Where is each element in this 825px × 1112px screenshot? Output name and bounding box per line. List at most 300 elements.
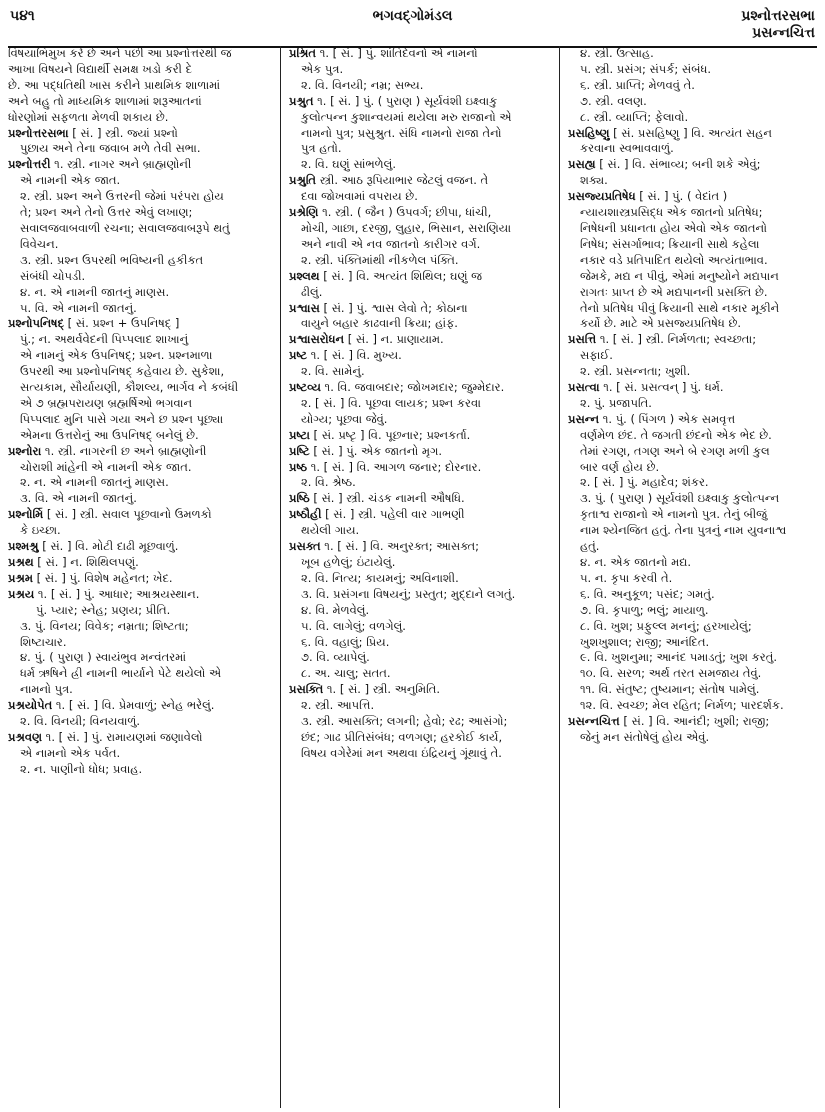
entry-text-line <box>568 316 825 332</box>
entry-text-line <box>289 110 557 126</box>
entry-text-line <box>568 539 825 555</box>
definition-text: ૯. વિ. ખુશનુમા; આનંદ પમાડતું; ખુશ કરતું. <box>580 650 778 665</box>
definition-text: ૮. અ. ચાલુ; સતત. <box>301 666 391 681</box>
entry-text-line <box>8 237 270 253</box>
headword: પ્રસહ્ય <box>568 157 596 172</box>
definition-text: ૧૧. વિ. સંતુષ્ટ; તુષ્યમાન; સંતોષ પામેલું. <box>580 682 760 697</box>
definition-text: ૧. [ સં. ] વિ. અનુરક્ત; આસક્ત; <box>320 539 479 554</box>
definition-text: ૧. [ સં. ] પું. ( પુરાણ ) સૂર્યવંશી ઇક્ષ્વાકુ <box>313 93 498 108</box>
headword: પ્રસન્નચિત્ત <box>568 714 620 729</box>
entry-text-line <box>289 253 557 269</box>
entry-text-line <box>568 301 825 317</box>
entry-headword-line <box>289 539 557 555</box>
definition-text: [ સં. ] પું. ( વેદાંત ) <box>635 189 728 204</box>
entry-text-line <box>568 460 825 476</box>
definition-text: બાર વર્ણ હોય છે. <box>580 459 660 474</box>
definition-text: [ સં. ] સ્ત્રી. સવાલ પૂછવાનો ઉમળકો <box>43 507 212 522</box>
entry-text-line <box>289 157 557 173</box>
definition-text: ૧. [ સં. ] સ્ત્રી. અનુમિતિ. <box>323 682 440 697</box>
definition-text: [ સં. ] સ્ત્રી. પહેલી વાર ગાભણી <box>321 507 465 522</box>
entry-text-line <box>8 221 270 237</box>
headword: પ્રશ્નોપનિષદ્ <box>8 316 64 331</box>
entry-headword-line <box>289 205 557 221</box>
definition-text: ૫. વિ. એ નામની જાતનું. <box>20 300 137 315</box>
definition-text: ૨. ન. એ નામની જાતનું માણસ. <box>20 475 169 490</box>
definition-text: એમના ઉત્તરોનું આ ઉપનિષદ્ બનેલું છે. <box>20 427 199 442</box>
definition-text: [ સં. ] વિ. મોટી દાઢી મૂછવાળું. <box>38 539 179 554</box>
definition-text: ન્યાયશાસ્ત્રપ્રસિદ્ધ એક જાતનો પ્રતિષેધ; <box>580 205 763 220</box>
definition-text: સંબંધી ચોપડી. <box>20 268 86 283</box>
definition-text: ૮. વિ. ખુશ; પ્રફુલ્લ મનનું; હરખાયેલું; <box>580 618 752 633</box>
entry-text-line <box>8 173 270 189</box>
entry-text-line <box>289 78 557 94</box>
entry-text-line <box>568 555 825 571</box>
definition-text: ૧. [ સં. ] પું. શાંતિદેવનો એ નામનો <box>316 46 478 60</box>
headword: પ્રશ્વાસ <box>289 300 320 315</box>
definition-text: ખુશખુશાલ; રાજી; આનંદિત. <box>580 634 710 649</box>
entry-text-line <box>568 682 825 698</box>
entry-text-line <box>568 650 825 666</box>
entry-headword-line <box>8 507 270 523</box>
definition-text: ૬. વિ. અનુકૂળ; પસંદ; ગમતું. <box>580 586 715 601</box>
entry-text-line <box>289 237 557 253</box>
definition-text: ૧. સ્ત્રી. નાગરની છ અને બ્રાહ્મણોની <box>41 443 207 458</box>
entry-text-line <box>289 364 557 380</box>
entry-headword-line <box>8 571 270 587</box>
entry-text-line <box>289 62 557 78</box>
entry-text-line <box>568 491 825 507</box>
entry-headword-line <box>8 539 270 555</box>
entry-headword-line <box>289 380 557 396</box>
definition-text: એ ૭ બ્રહ્મપરાયણ બ્રહ્મર્ષિઓ ભગવાન <box>20 395 193 410</box>
definition-text: નકાર વડે પ્રતિપાદિત થયેલો અત્યંતાભાવ. <box>580 252 768 267</box>
definition-text: ૧. સ્ત્રી. નાગર અને બ્રાહ્મણોની <box>50 157 192 172</box>
headword: પ્રષ્ઠિ <box>289 491 310 506</box>
headword: પ્રસત્વા <box>568 380 600 395</box>
entry-text-line <box>568 396 825 412</box>
entry-headword-line <box>289 94 557 110</box>
entry-text-line <box>8 205 270 221</box>
entry-text-line <box>289 285 557 301</box>
headword: પ્રષ્ટા <box>289 427 310 442</box>
entry-text-line <box>8 364 270 380</box>
definition-text: પુત્ર હતો. <box>301 141 342 156</box>
entry-text-line <box>8 189 270 205</box>
entry-headword-line <box>289 46 557 62</box>
definition-text: ૧. [ સં. ] પું. રામાયણમાં જણાવેલો <box>42 729 203 744</box>
definition-text: છે. આ પદ્ધતિથી ખાસ કરીને પ્રાથમિક શાળામાં <box>8 77 221 92</box>
entry-text-line <box>8 460 270 476</box>
entry-text-line <box>568 444 825 460</box>
entry-text-line <box>289 126 557 142</box>
definition-text: ૩. પું. ( પુરાણ ) સૂર્યવંશી ઇક્ષ્વાકુ કુલોત્પન્ન <box>580 491 780 506</box>
headword: પ્રસજ્યપ્રતિષેધ <box>568 189 636 204</box>
definition-text: ૧. [ સં. ] પું. આધાર; આશ્રયસ્થાન. <box>34 586 200 601</box>
page-number: ૫૪૧ <box>10 8 35 24</box>
entry-text-line <box>568 110 825 126</box>
entry-headword-line <box>8 157 270 173</box>
column-2 <box>280 46 557 1108</box>
entry-headword-line <box>289 173 557 189</box>
entry-headword-line <box>8 444 270 460</box>
definition-text: ખૂબ હળેલું; ઇંટાયેલું. <box>301 555 396 569</box>
entry-text-line <box>8 619 270 635</box>
entry-text-line <box>289 587 557 603</box>
headword: પ્રશ્રેણિ <box>289 205 319 220</box>
definition-text: [ સં. ] સ્ત્રી. ચંડક નામની ઔષધિ. <box>309 491 465 506</box>
entry-text-line <box>289 730 557 746</box>
definition-text: આખા વિષયને વિદ્યાર્થી સમક્ષ ખડો કરી દે <box>8 61 193 76</box>
entry-text-line <box>289 221 557 237</box>
entry-headword-line <box>289 348 557 364</box>
guide-words <box>741 8 815 42</box>
entry-headword-line <box>568 332 825 348</box>
entry-headword-line <box>289 507 557 523</box>
entry-text-line <box>8 746 270 762</box>
entry-text-line <box>568 253 825 269</box>
entry-text-line <box>568 173 825 189</box>
entry-text-line <box>568 269 825 285</box>
book-title: ભગવદ્ગોમંડલ <box>372 8 453 24</box>
definition-text: નામ શ્યેનજિત હતું. તેના પુત્રનું નામ યુવનાશ્વ <box>580 523 787 538</box>
definition-text: પું.; ન. અથર્વવેદની પિપ્પલાદ શાખાનું <box>20 332 189 347</box>
definition-text: ૧. [ સં. ] વિ. આગળ જનાર; દોરનાર. <box>307 459 482 474</box>
entry-text-line <box>289 650 557 666</box>
definition-text: એ નામનું એક ઉપનિષદ્; પ્રશ્ન. પ્રશ્નમાળા <box>20 348 213 363</box>
headword: પ્રશ્રય <box>8 586 35 601</box>
entry-text-line <box>289 746 557 762</box>
headword: પ્રશ્લથ <box>289 268 320 283</box>
entry-text-line <box>8 253 270 269</box>
entry-headword-line <box>8 587 270 603</box>
definition-text: [ સં. ] સ્ત્રી. જ્યાં પ્રશ્નો <box>68 125 178 140</box>
headword: પ્રશ્મશ્રુ <box>8 539 39 554</box>
entry-text-line <box>568 475 825 491</box>
definition-text: તે; પ્રશ્ન અને તેનો ઉત્તર એવું લખાણ; <box>20 205 193 220</box>
headword: પ્રશ્રુતિ <box>289 173 317 188</box>
headword: પ્રષ્ટવ્ય <box>289 380 321 395</box>
entry-headword-line <box>289 269 557 285</box>
definition-text: કર્યો છે. માટે એ પ્રસજ્યપ્રતિષેધ છે. <box>580 316 742 331</box>
definition-text: ૫. સ્ત્રી. પ્રસંગ; સંપર્ક; સંબંધ. <box>580 61 712 76</box>
entry-text-line <box>568 635 825 651</box>
entry-text-line <box>8 348 270 364</box>
definition-text: કરવાના સ્વભાવવાળું. <box>580 141 674 156</box>
entry-text-line <box>8 332 270 348</box>
definition-text: ૨. સ્ત્રી. પ્રશ્ન અને ઉત્તરની જેમાં પરંપરા હોય <box>20 189 224 204</box>
definition-text: ૩. વિ. પ્રસંગના વિષયનું; પ્રસ્તુત; મુદ્દાને લગતું. <box>301 586 516 601</box>
definition-text: ૧. [ સં. ] સ્ત્રી. નિર્મળતા; સ્વચ્છતા; <box>596 332 757 347</box>
definition-text: ૧. વિ. જવાબદાર; જોખમદાર; જુમ્મેદાર. <box>320 380 505 395</box>
entry-text-line <box>8 523 270 539</box>
definition-text: વિષયાભિમુખ કરે છે અને પછી આ પ્રશ્નોત્તરથી જ <box>8 46 232 60</box>
entry-headword-line <box>289 491 557 507</box>
entry-text-line <box>289 666 557 682</box>
definition-text: નામનો પુત્ર; પ્રસુશ્રુત. સંધિ નામનો રાજા તેનો <box>301 125 502 140</box>
definition-text: શક્ય. <box>580 173 608 188</box>
definition-text: ધર્મ ઋષિને હ્રી નામની ભાર્યાને પેટે થયેલો એ <box>20 666 222 681</box>
definition-text: યોગ્ય; પૂછવા જેવું. <box>301 411 388 426</box>
definition-text: પિપ્પલાદ મુનિ પાસે ગયા અને છ પ્રશ્ન પૂછ્યા <box>20 411 224 426</box>
definition-text: ૨. સ્ત્રી. આપત્તિ. <box>301 698 375 713</box>
definition-text: છંદ; ગાઢ પ્રીતિસંબંધ; વળગણ; હરકોઈ કાર્ય, <box>301 729 503 744</box>
entry-headword-line <box>568 157 825 173</box>
headword: પ્રશ્રમ <box>8 570 33 585</box>
entry-text-line <box>568 523 825 539</box>
entry-text-line <box>289 698 557 714</box>
definition-text: વિષય વગેરેમાં મન અથવા ઇંદ્રિયનું ગૂંથાવું તે. <box>301 745 502 760</box>
entry-text-line <box>289 189 557 205</box>
entry-headword-line <box>8 698 270 714</box>
definition-text: ૨. પું. પ્રજાપતિ. <box>580 395 652 410</box>
definition-text: સત્યકામ, સૌર્યાયણી, કૌશલ્ય, ભાર્ગવ ને કબંધી <box>20 380 239 395</box>
column-1 <box>8 46 270 1108</box>
entry-text-line <box>289 619 557 635</box>
definition-text: ૨. વિ. વિનયી; વિનયવાળું. <box>20 714 141 729</box>
entry-headword-line <box>289 460 557 476</box>
definition-text: ૪. ન. એ નામની જાતનું માણસ. <box>20 284 170 299</box>
entry-headword-line <box>289 682 557 698</box>
definition-text: નિષેધની પ્રધાનતા હોય એવો એક જાતનો <box>580 220 767 235</box>
headword: પ્રષ્ટિ <box>289 443 310 458</box>
definition-text: ૬. સ્ત્રી. પ્રાપ્તિ; મેળવવું તે. <box>580 77 695 92</box>
definition-text: [ સં. ] વિ. અત્યંત શિથિલ; ઘણું જ <box>319 268 483 283</box>
entry-text-line <box>289 635 557 651</box>
definition-text: એક પુત્ર. <box>301 61 344 76</box>
definition-text: ૨. વિ. સામેનું. <box>301 364 365 379</box>
definition-text: કૃતાશ્વ રાજાનો એ નામનો પુત્ર. તેનું બીજું <box>580 507 767 522</box>
entry-headword-line <box>568 189 825 205</box>
definition-text: તેનો પ્રતિષેધ પીવું ક્રિયાની સાથે નકાર મૂકીને <box>580 300 780 315</box>
headword: પ્રશ્રથ <box>8 555 34 569</box>
definition-text: ૮. સ્ત્રી. વ્યાપ્તિ; ફેલાવો. <box>580 109 689 124</box>
definition-text: [ સં. ] પું. વિશેષ મહેનત; ખેદ. <box>32 570 173 585</box>
entry-text-line <box>8 46 270 62</box>
entry-columns <box>8 46 817 1108</box>
entry-headword-line <box>568 126 825 142</box>
definition-text: રાગતઃ પ્રાપ્ત છે એ મદ્યપાનની પ્રસક્તિ છે. <box>580 284 768 299</box>
entry-text-line <box>568 603 825 619</box>
entry-headword-line <box>568 380 825 396</box>
column-3 <box>559 46 825 1108</box>
entry-headword-line <box>8 126 270 142</box>
entry-text-line <box>289 603 557 619</box>
definition-text: કુલોત્પન્ન કુશાન્વયમાં થયેલા મરુ રાજાનો એ <box>301 109 512 124</box>
definition-text: ૪. પું. ( પુરાણ ) સ્વાયંભુવ મન્વંતરમાં <box>20 650 187 665</box>
entry-text-line <box>568 364 825 380</box>
entry-headword-line <box>289 428 557 444</box>
definition-text: ૩. સ્ત્રી. પ્રશ્ન ઉપરથી ભવિષ્યની હકીકત <box>20 252 204 267</box>
definition-text: ૨. [ સં. ] વિ. પૂછવા લાયક; પ્રશ્ન કરવા <box>301 395 481 410</box>
entry-text-line <box>8 380 270 396</box>
entry-text-line <box>289 141 557 157</box>
definition-text: [ સં. પ્રસહિષ્ણુ ] વિ. અત્યંત સહન <box>609 125 772 140</box>
headword: પ્રશ્રિત <box>289 46 317 60</box>
entry-text-line <box>289 523 557 539</box>
definition-text: ૨. ન. પાણીનો ધોધ; પ્રવાહ. <box>20 761 143 776</box>
entry-text-line <box>289 555 557 571</box>
entry-text-line <box>568 698 825 714</box>
entry-headword-line <box>568 412 825 428</box>
definition-text: અને નાવી એ નવ જાતનો કારીગર વર્ગ. <box>301 236 481 251</box>
entry-text-line <box>8 62 270 78</box>
entry-headword-line <box>289 444 557 460</box>
headword: પ્રષ્ઠૌહી <box>289 507 322 522</box>
guide-word-last: પ્રસન્નચિત્ત <box>752 25 815 41</box>
definition-text: [ સં. ] પું. એક જાતનો મૃગ. <box>309 443 443 458</box>
entry-text-line <box>568 428 825 444</box>
definition-text: ૨. [ સં. ] પું. મહાદેવ; શંકર. <box>580 475 709 490</box>
definition-text: અને બહુ તો માધ્યમિક શાળામાં શરૂઆતનાં <box>8 93 202 108</box>
definition-text: ૫. વિ. લાગેલું; વળગેલું. <box>301 618 406 633</box>
definition-text: પું. પ્યાર; સ્નેહ; પ્રણય; પ્રીતિ. <box>36 602 171 617</box>
entry-text-line <box>289 396 557 412</box>
headword: પ્રસક્ત <box>289 539 321 554</box>
entry-text-line <box>568 507 825 523</box>
definition-text: [ સં. ] ન. શિથિલપણું. <box>33 555 139 569</box>
definition-text: ૭. સ્ત્રી. વલણ. <box>580 93 647 108</box>
entry-text-line <box>289 412 557 428</box>
headword: પ્રશ્રુત <box>289 93 314 108</box>
entry-text-line <box>568 205 825 221</box>
definition-text: ૨. વિ. ઘણું સાંભળેલું. <box>301 157 396 172</box>
definition-text: નિષેધ; સંસર્ગાભાવ; ક્રિયાની સાથે કહેલા <box>580 236 760 251</box>
definition-text: વાયુને બહાર કાઢવાની ક્રિયા; હાંફ. <box>301 316 458 331</box>
definition-text: ૭. વિ. વ્યાપેલું. <box>301 650 370 665</box>
entry-text-line <box>8 635 270 651</box>
definition-text: ૩. પું. વિનય; વિવેક; નમ્રતા; શિષ્ટતા; <box>20 618 189 633</box>
guide-word-first: પ્રશ્નોત્તરસભા <box>741 8 815 24</box>
headword: પ્રસન્ન <box>568 411 600 426</box>
definition-text: ૩. વિ. એ નામની જાતનું. <box>20 491 137 506</box>
definition-text: સ્ત્રી. આઠ રૂપિયાભાર જેટલું વજન. તે <box>316 173 489 188</box>
page-header <box>8 6 817 48</box>
definition-text: ૪. સ્ત્રી. ઉત્સાહ. <box>580 46 654 60</box>
headword: પ્રષ્ઠ <box>289 459 308 474</box>
entry-headword-line <box>8 316 270 332</box>
definition-text: ૨. સ્ત્રી. પંક્તિમાંથી નીકળેલ પંક્તિ. <box>301 252 459 267</box>
entry-text-line <box>8 682 270 698</box>
definition-text: હતું. <box>580 539 600 554</box>
definition-text: વિવેચન. <box>20 236 59 251</box>
entry-headword-line <box>289 301 557 317</box>
entry-text-line <box>568 348 825 364</box>
entry-text-line <box>8 650 270 666</box>
entry-text-line <box>568 46 825 62</box>
definition-text: ૧. પું. ( પિંગળ ) એક સમવૃત્ત <box>599 411 736 426</box>
entry-text-line <box>568 730 825 746</box>
definition-text: [ સં. પ્રષ્ટૃ ] વિ. પૂછનાર; પ્રશ્નકર્તા. <box>309 427 471 442</box>
definition-text: કે ઇચ્છા. <box>20 523 61 538</box>
entry-text-line <box>8 714 270 730</box>
entry-text-line <box>8 762 270 778</box>
headword: પ્રસક્તિ <box>289 682 324 697</box>
entry-text-line <box>8 141 270 157</box>
entry-text-line <box>568 237 825 253</box>
entry-text-line <box>289 714 557 730</box>
definition-text: ઢીલું. <box>301 284 323 299</box>
entry-text-line <box>8 603 270 619</box>
definition-text: ઉપરથી આ પ્રશ્નોપનિષદ્ કહેવાય છે. સુકેશા, <box>20 364 225 379</box>
definition-text: [ સં. ] વિ. સંભાવ્ય; બની શકે એવું; <box>595 157 761 172</box>
definition-text: ૨. વિ. શ્રેષ્ઠ. <box>301 475 356 490</box>
entry-text-line <box>8 94 270 110</box>
entry-headword-line <box>289 332 557 348</box>
entry-text-line <box>8 78 270 94</box>
definition-text: જેનું મન સંતોષેલું હોય એવું. <box>580 729 710 744</box>
entry-text-line <box>568 78 825 94</box>
entry-headword-line <box>568 714 825 730</box>
definition-text: તેમાં રગણ, તગણ અને બે રગણ મળી કુલ <box>580 443 770 458</box>
definition-text: ૨. વિ. નિત્ય; કાયમનું; અવિનાશી. <box>301 570 459 585</box>
definition-text: [ સં. પ્રશ્ન + ઉપનિષદ્ ] <box>64 316 180 331</box>
definition-text: [ સં. ] પું. શ્વાસ લેવો તે; કોઠાના <box>319 300 468 315</box>
entry-text-line <box>8 491 270 507</box>
headword: પ્રશ્રવણ <box>8 729 43 744</box>
definition-text: થયેલી ગાય. <box>301 523 360 538</box>
entry-text-line <box>568 62 825 78</box>
entry-text-line <box>568 571 825 587</box>
entry-text-line <box>8 412 270 428</box>
entry-text-line <box>289 571 557 587</box>
definition-text: સફાઈ. <box>580 348 613 363</box>
definition-text: ચોરાશી માંહેની એ નામની એક જાત. <box>20 459 192 474</box>
entry-text-line <box>289 475 557 491</box>
definition-text: નામનો પુત્ર. <box>20 682 73 697</box>
entry-text-line <box>8 475 270 491</box>
headword: પ્રસત્તિ <box>568 332 597 347</box>
headword: પ્રશ્રયોપેત <box>8 698 53 713</box>
definition-text: ૪. વિ. મેળવેલું. <box>301 602 370 617</box>
entry-headword-line <box>8 555 270 571</box>
definition-text: ૬. વિ. વહાલું; પ્રિય. <box>301 634 390 649</box>
entry-text-line <box>8 269 270 285</box>
entry-headword-line <box>8 730 270 746</box>
definition-text: ૪. ન. એક જાતનો મદ્ય. <box>580 555 692 569</box>
entry-text-line <box>568 619 825 635</box>
entry-text-line <box>568 666 825 682</box>
headword: પ્રશ્વાસરોધન <box>289 332 345 347</box>
definition-text: એ નામની એક જાત. <box>20 173 121 188</box>
definition-text: જેમકે, મદ્ય ન પીવું, એમાં મનુષ્યોને મદ્યપાન <box>580 268 779 283</box>
definition-text: પુછાય અને તેના જવાબ મળે તેવી સભા. <box>20 141 201 156</box>
definition-text: મોચી, ગાછા, દરજી, લુહાર, ભિસાન, સરાણિયા <box>301 220 512 235</box>
definition-text: ૩. સ્ત્રી. આસક્તિ; લગની; હેવો; રઢ; આસંગો; <box>301 714 508 729</box>
headword: પ્રષ્ટ <box>289 348 308 363</box>
entry-text-line <box>8 301 270 317</box>
entry-text-line <box>568 587 825 603</box>
definition-text: ૨. સ્ત્રી. પ્રસન્નતા; ખુશી. <box>580 364 691 379</box>
definition-text: ધોરણોમાં સફળતા મેળવી શકાય છે. <box>8 109 169 124</box>
definition-text: એ નામનો એક પર્વત. <box>20 745 121 760</box>
entry-text-line <box>289 316 557 332</box>
entry-text-line <box>8 285 270 301</box>
definition-text: ૧૦. વિ. સરળ; અર્થ તરત સમજાય તેવું. <box>580 666 762 681</box>
headword: પ્રસહિષ્ણુ <box>568 125 610 140</box>
entry-text-line <box>568 221 825 237</box>
headword: પ્રશ્નોત્તરસભા <box>8 125 69 140</box>
entry-text-line <box>8 396 270 412</box>
definition-text: [ સં. ] વિ. આનંદી; ખુશી; રાજી; <box>619 714 770 729</box>
definition-text: ૧. [ સં. પ્રસત્વન્ ] પું. ધર્મ. <box>599 380 724 395</box>
definition-text: ૨. વિ. વિનયી; નમ્ર; સભ્ય. <box>301 77 424 92</box>
definition-text: ૭. વિ. કૃપાળુ; ભલું; માયાળુ. <box>580 602 709 617</box>
headword: પ્રશ્નોત્તરી <box>8 157 51 172</box>
entry-text-line <box>568 94 825 110</box>
definition-text: વર્ણમેળ છંદ. તે જગતી છંદનો એક ભેદ છે. <box>580 427 772 442</box>
entry-text-line <box>8 428 270 444</box>
definition-text: ૫. ન. કૃપા કરવી તે. <box>580 570 673 585</box>
